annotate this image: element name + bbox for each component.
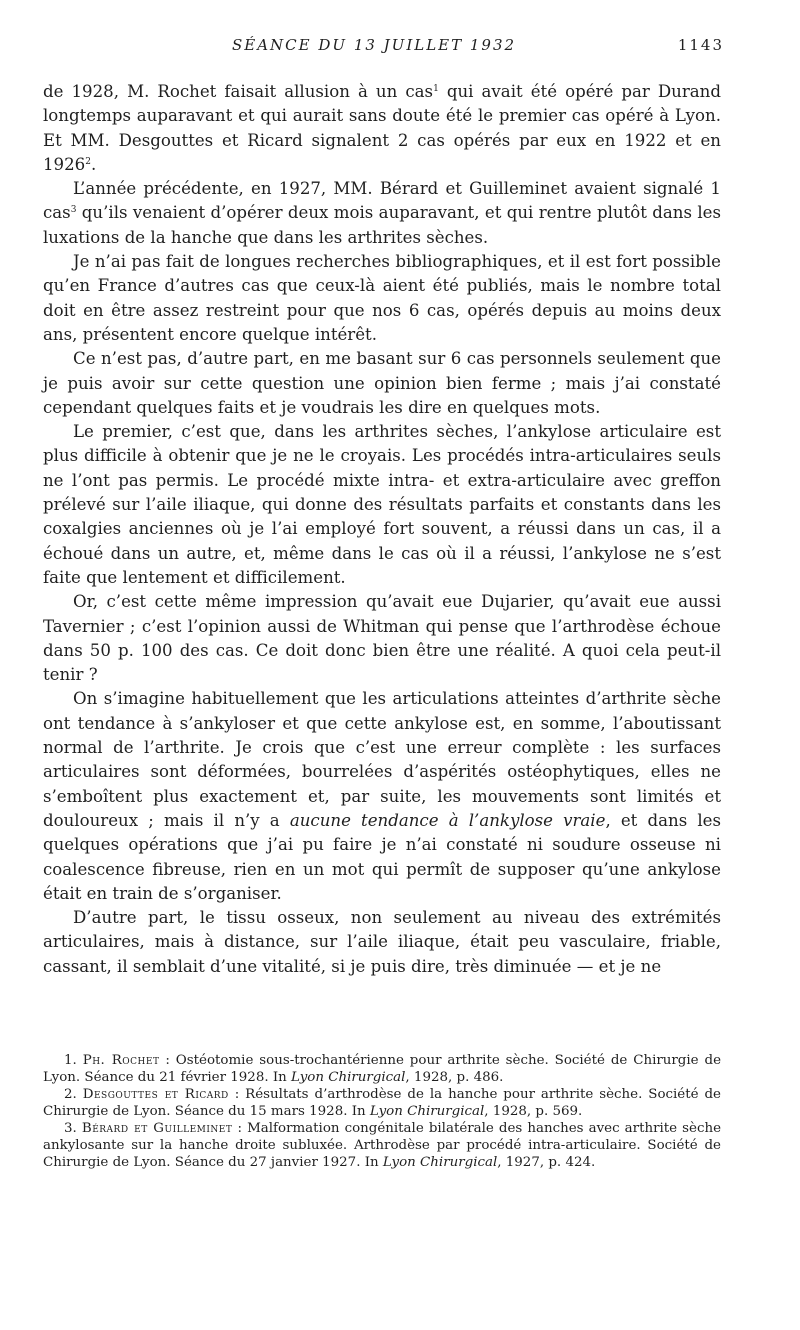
footnote-1 xyxy=(43,1052,721,1086)
footnote-2 xyxy=(43,1086,721,1120)
journal-title: Lyon Chirurgical xyxy=(369,1104,485,1119)
running-header xyxy=(0,36,800,58)
footnote-authors: Desgouttes et Ricard xyxy=(82,1087,229,1102)
text-run: , 1928, p. 486. xyxy=(405,1070,504,1085)
page-number: 1143 xyxy=(677,36,724,54)
footnote-number: 3. xyxy=(64,1121,82,1136)
paragraph-4: Ce n’est pas, d’autre part, en me basant sur 6 cas personnels seulement que je puis avoir sur cette question une opinion bien ferme ; mais j’ai constaté cependant quelques faits et je voudrais les dire en quelques mots. xyxy=(43,349,721,417)
footnote-ref-3: 3 xyxy=(70,205,77,216)
text-run: : Résultats d’arthrodèse de la hanche pour arthrite sèche. Société de Chirurgie de Lyon. Séance du 15 mars 1928. In xyxy=(43,1087,721,1119)
text-run: , 1928, p. 569. xyxy=(484,1104,583,1119)
text-run: . xyxy=(90,154,97,174)
text-run: On s’imagine habituellement que les articulations atteintes d’arthrite sèche ont tendance à s’ankyloser et que cette ankylose est, en somme, l’aboutissant normal de l’arthrite. Je crois que c’est une erreur complète : les surfaces articulaires sont déformées, bourrelées d’aspérités ostéophytiques, elles ne s’emboîtent plus exactement et, par suite, les mouvements sont limités et douloureux ; mais il n’y a xyxy=(43,689,721,830)
text-run: , et dans les quelques opérations que j’ai pu faire je n’ai constaté ni soudure osseuse ni coalescence fibreuse, rien en un mot qui permît de supposer qu’une ankylose était en train de s’organiser. xyxy=(43,810,721,903)
paragraph-2 xyxy=(43,177,721,250)
text-run: : Malformation congénitale bilatérale des hanches avec arthrite sèche ankylosante sur la hanche droite subluxée. Arthrodèse par procédé intra-articulaire. Société de Chirurgie de Lyon. Séance du 27 janvier 1927. In xyxy=(43,1121,721,1170)
paragraph-5: Le premier, c’est que, dans les arthrites sèches, l’ankylose articulaire est plus difficile à obtenir que je ne le croyais. Les procédés intra-articulaires seuls ne l’ont pas permis. Le procédé mixte intra- et extra-articulaire avec greffon prélevé sur l’aile iliaque, qui donne des résultats parfaits et constants dans les coxalgies anciennes où je l’ai employé fort souvent, a réussi dans un cas, il a échoué dans un autre, et, même dans le cas où il a réussi, l’ankylose ne s’est faite que lentement et difficilement. xyxy=(43,422,721,587)
main-text xyxy=(43,80,721,979)
footnotes xyxy=(43,1052,721,1171)
footnote-number: 1. xyxy=(64,1053,83,1068)
footnote-3 xyxy=(43,1120,721,1171)
text-run: , 1927, p. 424. xyxy=(497,1155,596,1170)
text-run: de 1928, M. Rochet faisait allusion à un cas xyxy=(43,82,434,101)
journal-title: Lyon Chirurgical xyxy=(291,1070,406,1085)
journal-title: Lyon Chirurgical xyxy=(382,1155,498,1170)
text-run: qui avait été opéré par Durand longtemps auparavant et qui aurait sans doute été le premier cas opéré à Lyon. Et MM. Desgouttes et Ricard signalent 2 cas opérés par eux en 1922 et en 1926 xyxy=(43,82,721,174)
running-title: SÉANCE DU 13 JUILLET 1932 xyxy=(232,36,517,54)
footnote-number: 2. xyxy=(64,1087,83,1102)
text-run: L’année précédente, en 1927, MM. Bérard et Guilleminet avaient signalé 1 cas xyxy=(43,179,721,223)
text-run: : Ostéotomie sous-trochantérienne pour arthrite sèche. Société de Chirurgie de Lyon. Séance du 21 février 1928. In xyxy=(43,1053,721,1085)
paragraph-7 xyxy=(43,687,721,906)
emphasis: aucune tendance à l’ankylose vraie xyxy=(289,810,606,830)
text-run: qu’ils venaient d’opérer deux mois auparavant, et qui rentre plutôt dans les luxations de la hanche que dans les arthrites sèches. xyxy=(43,203,721,247)
paragraph-8: D’autre part, le tissu osseux, non seulement au niveau des extrémités articulaires, mais à distance, sur l’aile iliaque, était peu vasculaire, friable, cassant, il semblait d’une vitalité, si je puis dire, très diminuée — et je ne xyxy=(43,908,721,976)
paragraph-3: Je n’ai pas fait de longues recherches bibliographiques, et il est fort possible qu’en France d’autres cas que ceux-là aient été publiés, mais le nombre total doit en être assez restreint pour que nos 6 cas, opérés depuis au moins deux ans, présentent encore quelque intérêt. xyxy=(43,252,721,344)
paragraph-1 xyxy=(43,80,721,177)
footnote-authors: Bérard et Guilleminet xyxy=(81,1121,233,1136)
footnote-authors: Ph. Rochet xyxy=(82,1053,160,1068)
footnote-ref-1: 1 xyxy=(433,84,439,94)
paragraph-6: Or, c’est cette même impression qu’avait eue Dujarier, qu’avait eue aussi Tavernier ; c’est l’opinion aussi de Whitman qui pense que l’arthrodèse échoue dans 50 p. 100 des cas. Ce doit donc bien être une réalité. A quoi cela peut-il tenir ? xyxy=(43,592,721,685)
footnote-ref-2: 2 xyxy=(85,156,91,167)
